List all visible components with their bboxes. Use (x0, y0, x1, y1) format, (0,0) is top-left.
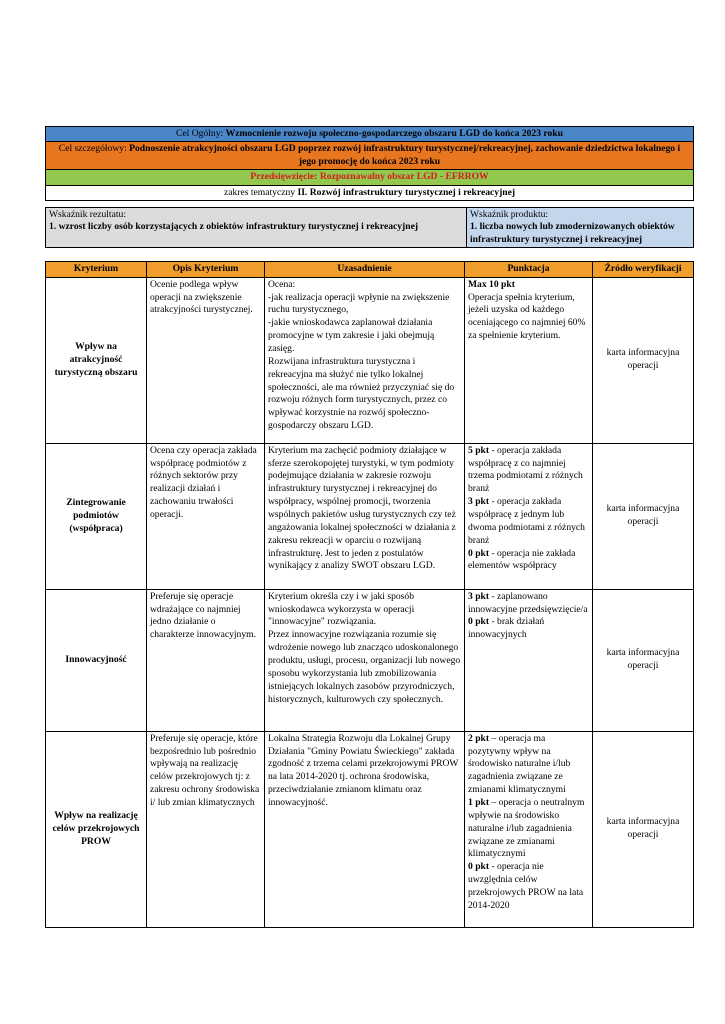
col-header-description: Opis Kryterium (147, 262, 265, 278)
scoring-points: 3 pkt (468, 590, 490, 602)
criterion-scoring (465, 589, 593, 731)
criterion-justification: Lokalna Strategia Rozwoju dla Lokalnej Grupy Działania "Gminy Powiatu Świeckiego" zakłada zgodność z trzema celami przekrojowymi PROW na lata 2014-2020 tj. ochrona środowiska, przeciwdziałanie zmianom klimatu oraz innowacyjność. (265, 731, 465, 927)
criterion-name: Innowacyjność (46, 589, 147, 731)
criterion-description: Ocena czy operacja zakłada współpracę podmiotów z różnych sektorów przy realizacji działań i zachowaniu trwałości operacji. (147, 443, 265, 589)
project-label: Przedsięwzięcie: (250, 171, 318, 183)
criterion-name: Wpływ na atrakcyjność turystyczną obszaru (46, 277, 147, 443)
criterion-scoring (465, 443, 593, 589)
scoring-points: 1 pkt (468, 796, 490, 808)
criteria-header-row (46, 262, 694, 278)
scope-text: II. Rozwój infrastruktury turystycznej i rekreacyjnej (297, 186, 516, 198)
scoring-item (468, 548, 589, 574)
criterion-row (46, 443, 694, 589)
scoring-text: – operacja o neutralnym wpływie na środowisko naturalne i/lub zagadnienia związane ze zmianami klimatycznymi (468, 796, 585, 860)
criterion-source: karta informacyjna operacji (593, 443, 694, 589)
criterion-row (46, 731, 694, 927)
criterion-description: Ocenie podlega wpływ operacji na zwiększenie atrakcyjności turystycznej. (147, 277, 265, 443)
justification-line: Przez innowacyjne rozwiązania rozumie się wdrożenie nowego lub znacząco udoskonalonego produktu, usługi, procesu, organizacji lub nowego sposobu wykorzystania lub zmobilizowania istniejących lokalnych zasobów przyrodniczych, historycznych, kulturowych czy społecznych. (268, 629, 461, 705)
criterion-justification: Kryterium ma zachęcić podmioty działające w sferze szerokopojętej turystyki, w tym podmioty podejmujące działania w zakresie rozwoju infrastruktury turystycznej i rekreacyjnej do współpracy, wspólnej promocji, tworzenia wspólnych pakietów usług turystycznych czy też angażowania lokalnej społeczności w działania z zakresu rekreacji w oparciu o rozwijaną infrastrukturę. Jest to jeden z postulatów wynikający z analizy SWOT obszaru LGD. (265, 443, 465, 589)
criterion-name: Wpływ na realizację celów przekrojowych PROW (46, 731, 147, 927)
criterion-row (46, 277, 694, 443)
scoring-points: Max 10 pkt (468, 278, 515, 290)
criterion-description: Preferuje się operacje wdrażające co najmniej jedno działanie o charakterze innowacyjnym. (147, 589, 265, 731)
scoring-item (468, 496, 589, 547)
scoring-points: 5 pkt (468, 444, 490, 456)
specific-goal-row (46, 142, 694, 170)
goal-text: Wzmocnienie rozwoju społeczno-gospodarczego obszaru LGD do końca 2023 roku (225, 128, 563, 139)
scoring-item (468, 445, 589, 496)
scoring-text: - zaplanowano innowacyjne przedsięwzięcie/a (468, 590, 588, 615)
scoring-points: 0 pkt (468, 861, 490, 873)
scoring-points: 0 pkt (468, 616, 490, 628)
col-header-criterion: Kryterium (46, 262, 147, 278)
criteria-table (45, 261, 694, 928)
criterion-source: karta informacyjna operacji (593, 589, 694, 731)
scoring-points: 3 pkt (468, 496, 490, 508)
justification-line: Ocena: (268, 278, 296, 290)
scoring-text: Operacja spełnia kryterium, jeżeli uzyska od każdego oceniającego co najmniej 60% za spełnienie kryterium. (468, 291, 586, 342)
justification-line: Kryterium określa czy i w jaki sposób wnioskodawca wykorzysta w operacji "innowacyjne" rozwiązania. (268, 590, 415, 628)
justification-line: -jak realizacja operacji wpłynie na zwiększenie ruchu turystycznego, (268, 291, 450, 316)
criterion-description: Preferuje się operacje, które bezpośrednio lub pośrednio wpływają na realizację celów przekrojowych tj: z zakresu ochrony środowiska i/ lub zmian klimatycznych (147, 731, 265, 927)
product-indicator-text: 1. liczba nowych lub zmodernizowanych obiektów infrastruktury turystycznej i rekreacyjnej (470, 221, 675, 245)
criterion-name: Zintegrowanie podmiotów (współpraca) (46, 443, 147, 589)
scoring-item (468, 861, 589, 912)
indicators-table (45, 207, 694, 248)
scoring-points: 2 pkt (468, 732, 490, 744)
col-header-justification: Uzasadnienie (265, 262, 465, 278)
criterion-scoring (465, 731, 593, 927)
scoring-text: - operacja nie zakłada elementów współpracy (468, 547, 576, 572)
goals-header (45, 126, 694, 201)
scope-label: zakres tematyczny (223, 186, 296, 198)
scoring-item (468, 733, 589, 797)
result-indicator (46, 208, 467, 248)
project-text: Rozpoznawalny obszar LGD - EFRROW (319, 171, 489, 183)
specific-goal-label: Cel szczegółowy: (58, 143, 127, 155)
goal-label: Cel Ogólny: (176, 128, 224, 139)
justification-line: Rozwijana infrastruktura turystyczna i rekreacyjna ma służyć nie tylko lokalnej społeczności, ale ma również przyczyniać się do rozwoju różnych form turystycznych, przez co wpływać korzystnie na rozwój społeczno-gospodarczy obszaru LGD. (268, 355, 455, 432)
project-row (46, 170, 694, 185)
scoring-points: 0 pkt (468, 547, 490, 559)
scoring-item (468, 591, 589, 617)
col-header-source: Źródło weryfikacji (593, 262, 694, 278)
justification-line: -jakie wnioskodawca zaplanował działania promocyjne w tym zakresie i jaki obejmują zasięg. (268, 317, 435, 354)
col-header-scoring: Punktacja (465, 262, 593, 278)
scoring-text: - operacja zakłada współpracę z jednym lub dwoma podmiotami z różnych branż (468, 496, 585, 546)
product-indicator (467, 208, 694, 248)
criterion-scoring (465, 277, 593, 443)
specific-goal-text: Podnoszenie atrakcyjności obszaru LGD poprzez rozwój infrastruktury turystycznej/rekreacyjnej, zachowanie dziedzictwa lokalnego i jego promocję do końca 2023 roku (129, 143, 681, 167)
scope-row (46, 185, 694, 200)
product-indicator-label: Wskaźnik produktu: (470, 209, 549, 220)
result-indicator-text: 1. wzrost liczby osób korzystających z obiektów infrastruktury turystycznej i rekreacyjnej (49, 221, 419, 233)
scoring-item (468, 616, 589, 642)
criterion-row (46, 589, 694, 731)
goal-row (46, 127, 694, 142)
criterion-justification (265, 589, 465, 731)
scoring-text: - operacja zakłada współpracę z co najmniej trzema podmiotami z różnych branż (468, 444, 583, 495)
criterion-justification (265, 277, 465, 443)
criterion-source: karta informacyjna operacji (593, 277, 694, 443)
scoring-text: - brak działań innowacyjnych (468, 616, 545, 641)
scoring-item (468, 797, 589, 861)
result-indicator-label: Wskaźnik rezultatu: (49, 209, 126, 220)
criterion-source: karta informacyjna operacji (593, 731, 694, 927)
scoring-text: – operacja ma pozytywny wpływ na środowisko naturalne i/lub zagadnienia związane ze zmianami klimatycznymi (468, 732, 571, 796)
scoring-text: - operacja nie uwzględnia celów przekrojowych PROW na lata 2014-2020 (468, 861, 584, 911)
